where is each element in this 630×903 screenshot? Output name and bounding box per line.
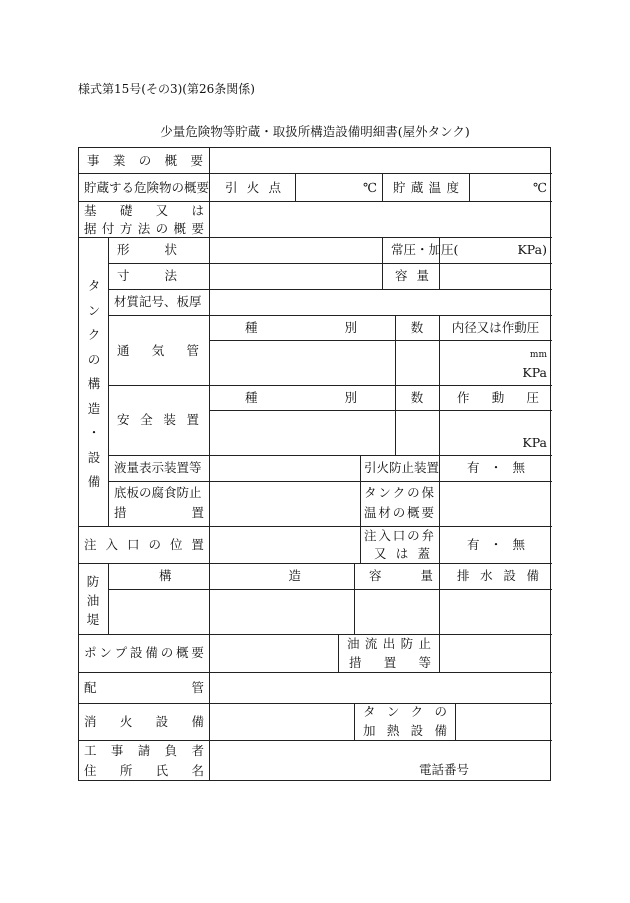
label-business-overview: 事 業 の 概 要 xyxy=(87,153,203,168)
col-type: 種 別 xyxy=(245,390,357,405)
label-contractor-2: 住 所 氏 名 xyxy=(84,763,204,778)
row-line xyxy=(79,237,552,238)
col-line xyxy=(108,237,109,526)
unit-celsius: ℃ xyxy=(363,180,377,195)
col-type: 種 別 xyxy=(245,320,357,335)
label-bottom-corrosion-1: 底板の腐食防止 xyxy=(114,485,202,500)
label-foundation-1: 基 礎 又 は xyxy=(84,203,204,218)
col-line xyxy=(439,455,440,563)
label-inlet-valve-2: 又 は 蓋 xyxy=(374,546,430,561)
vertical-label-char: の xyxy=(87,351,101,367)
col-line xyxy=(108,563,109,634)
col-capacity: 容 量 xyxy=(369,568,433,583)
label-fire-equipment: 消 火 設 備 xyxy=(84,714,204,729)
unit-celsius: ℃ xyxy=(533,180,547,195)
row-line xyxy=(108,385,552,386)
col-structure: 構 造 xyxy=(159,568,301,583)
row-line xyxy=(108,263,552,264)
row-line xyxy=(108,481,552,482)
label-flash-point: 引 火 点 xyxy=(225,180,281,195)
col-line xyxy=(439,634,440,672)
row-line xyxy=(79,672,552,673)
unit-mm: mm xyxy=(529,350,547,360)
label-piping: 配 管 xyxy=(84,680,204,695)
label-phone: 電話番号 xyxy=(419,762,470,777)
label-tank-heating-2: 加 熱 設 備 xyxy=(363,723,447,738)
label-flame-arrester: 引火防止装置 xyxy=(364,460,440,475)
col-line xyxy=(382,173,383,201)
label-foundation-2: 据 付 方 法 の 概 要 xyxy=(84,221,204,236)
row-line xyxy=(108,315,552,316)
label-oil-spill-1: 油 流 出 防 止 xyxy=(347,636,431,651)
label-insulation-1: タ ン ク の 保 xyxy=(364,485,434,500)
label-contractor-1: 工 事 請 負 者 xyxy=(84,743,204,758)
label-dimensions: 寸 法 xyxy=(117,268,177,283)
col-line xyxy=(439,563,440,634)
row-line xyxy=(79,201,552,202)
col-line xyxy=(360,455,361,563)
document-title: 少量危険物等貯蔵・取扱所構造設備明細書(屋外タンク) xyxy=(160,124,470,139)
col-line xyxy=(209,148,210,781)
col-inner-diam: 内径又は作動圧 xyxy=(451,320,540,335)
vertical-label-char: ク xyxy=(87,327,101,342)
form-number: 様式第15号(その3)(第26条関係) xyxy=(78,82,255,96)
row-line xyxy=(108,589,552,590)
label-inlet-position: 注 入 口 の 位 置 xyxy=(84,537,204,552)
col-line xyxy=(382,237,383,289)
col-quantity: 数 xyxy=(410,320,424,335)
row-line xyxy=(79,526,552,527)
label-bottom-corrosion-2: 措 置 xyxy=(114,505,204,520)
row-line xyxy=(79,634,552,635)
unit-kpa: KPa xyxy=(522,365,547,380)
vertical-label-char: ン xyxy=(87,302,101,318)
label-oil-spill-2: 措 置 等 xyxy=(349,655,431,670)
choice-inlet-valve: 有 ・ 無 xyxy=(467,537,525,552)
label-pressure: 常圧・加圧( xyxy=(391,242,459,257)
label-storage-temp: 貯 蔵 温 度 xyxy=(393,180,459,195)
row-line xyxy=(79,563,552,564)
col-line xyxy=(354,703,355,740)
label-insulation-2: 温 材 の 概 要 xyxy=(364,505,434,520)
col-quantity: 数 xyxy=(410,390,424,405)
label-pump-overview: ポ ン プ 設 備 の 概 要 xyxy=(84,645,204,660)
row-line xyxy=(108,289,552,290)
row-line xyxy=(209,410,552,411)
col-drainage: 排 水 設 備 xyxy=(457,568,539,583)
form-table xyxy=(78,147,551,781)
label-material: 材質記号、板厚 xyxy=(114,294,202,309)
choice-flame-arrester: 有 ・ 無 xyxy=(467,460,525,475)
vertical-label-char: 油 xyxy=(86,593,100,608)
col-line xyxy=(338,634,339,672)
vertical-label-char: 防 xyxy=(86,574,100,589)
row-line xyxy=(79,740,552,741)
col-line xyxy=(455,703,456,740)
vertical-label-char: タ xyxy=(87,278,101,293)
unit-kpa-close: KPa) xyxy=(517,242,547,257)
label-inlet-valve-1: 注 入 口 の 弁 xyxy=(364,528,434,543)
vertical-label-char: 構 xyxy=(87,376,101,391)
unit-kpa: KPa xyxy=(522,435,547,450)
col-working-pressure: 作 動 圧 xyxy=(457,390,539,405)
label-tank-heating-1: タ ン ク の xyxy=(363,704,447,719)
vertical-label-char: 堤 xyxy=(86,612,100,627)
col-line xyxy=(439,315,440,455)
label-shape: 形 状 xyxy=(117,242,177,257)
vertical-label-char: 設 xyxy=(87,449,101,465)
label-safety-device: 安 全 装 置 xyxy=(117,412,199,427)
row-line xyxy=(79,703,552,704)
label-stored-hazmat: 貯蔵する危険物の概要 xyxy=(84,180,210,195)
col-line xyxy=(354,563,355,634)
label-capacity: 容 量 xyxy=(395,268,429,283)
vertical-label-char: ・ xyxy=(87,425,101,440)
vertical-label-char: 造 xyxy=(87,400,101,416)
label-vent-pipe: 通 気 管 xyxy=(117,343,199,358)
row-line xyxy=(209,340,552,341)
col-line xyxy=(395,315,396,455)
row-line xyxy=(108,455,552,456)
row-line xyxy=(79,173,552,174)
label-level-indicator: 液量表示装置等 xyxy=(114,460,202,475)
vertical-label-char: 備 xyxy=(87,474,101,489)
